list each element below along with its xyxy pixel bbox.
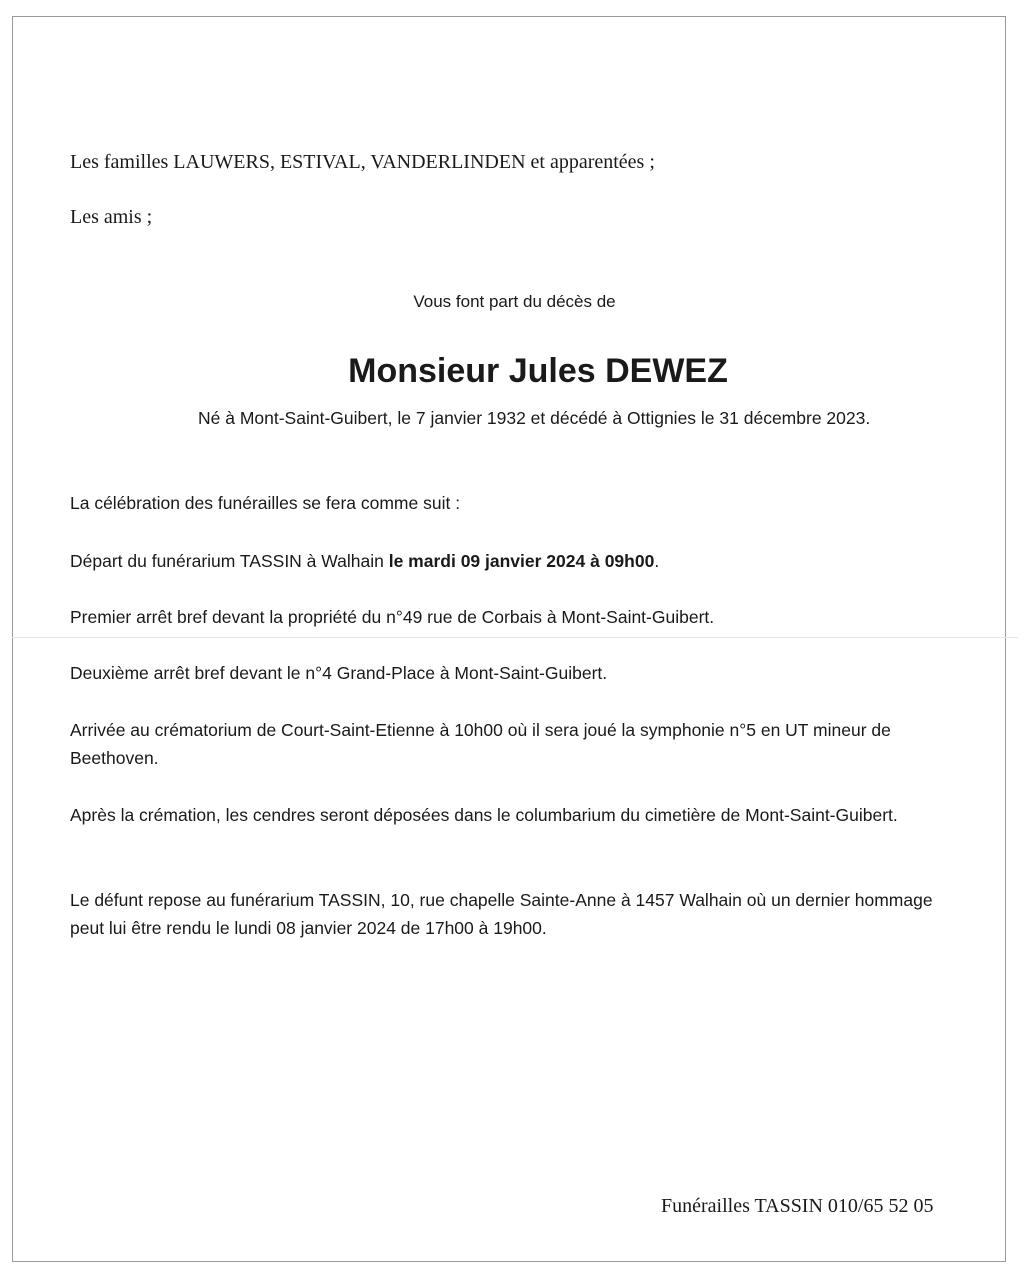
departure-text: Départ du funérarium TASSIN à Walhain [70, 551, 389, 571]
deceased-name: Monsieur Jules DEWEZ [348, 352, 728, 390]
ashes-paragraph: Après la crémation, les cendres seront déposées dans le columbarium du cimetière de Mont-Saint-Guibert. [70, 805, 898, 825]
viewing-paragraph: Le défunt repose au funérarium TASSIN, 10, rue chapelle Sainte-Anne à 1457 Walhain où un dernier hommage peut lui être rendu le lundi 08 janvier 2024 de 17h00 à 19h00. [70, 890, 933, 938]
arrival-paragraph: Arrivée au crématorium de Court-Saint-Etienne à 10h00 où il sera joué la symphonie n°5 en UT mineur de Beethoven. [70, 720, 891, 768]
departure-paragraph [70, 547, 970, 575]
paper-fold-line [12, 637, 1018, 638]
departure-date: le mardi 09 janvier 2024 à 09h00 [388, 551, 655, 571]
departure-suffix: . [654, 551, 660, 571]
first-stop-paragraph: Premier arrêt bref devant la propriété du n°49 rue de Corbais à Mont-Saint-Guibert. [70, 607, 715, 627]
second-stop-paragraph: Deuxième arrêt bref devant le n°4 Grand-Place à Mont-Saint-Guibert. [70, 663, 608, 683]
ceremony-intro: La célébration des funérailles se fera comme suit : [70, 493, 461, 513]
friends-line: Les amis ; [70, 206, 153, 228]
document-page [12, 16, 1006, 1262]
announcement-intro: Vous font part du décès de [413, 292, 616, 311]
birth-death-line: Né à Mont-Saint-Guibert, le 7 janvier 1932 et décédé à Ottignies le 31 décembre 2023. [198, 408, 871, 428]
undertaker-contact: Funérailles TASSIN 010/65 52 05 [661, 1195, 934, 1217]
families-line: Les familles LAUWERS, ESTIVAL, VANDERLINDEN et apparentées ; [70, 151, 655, 173]
